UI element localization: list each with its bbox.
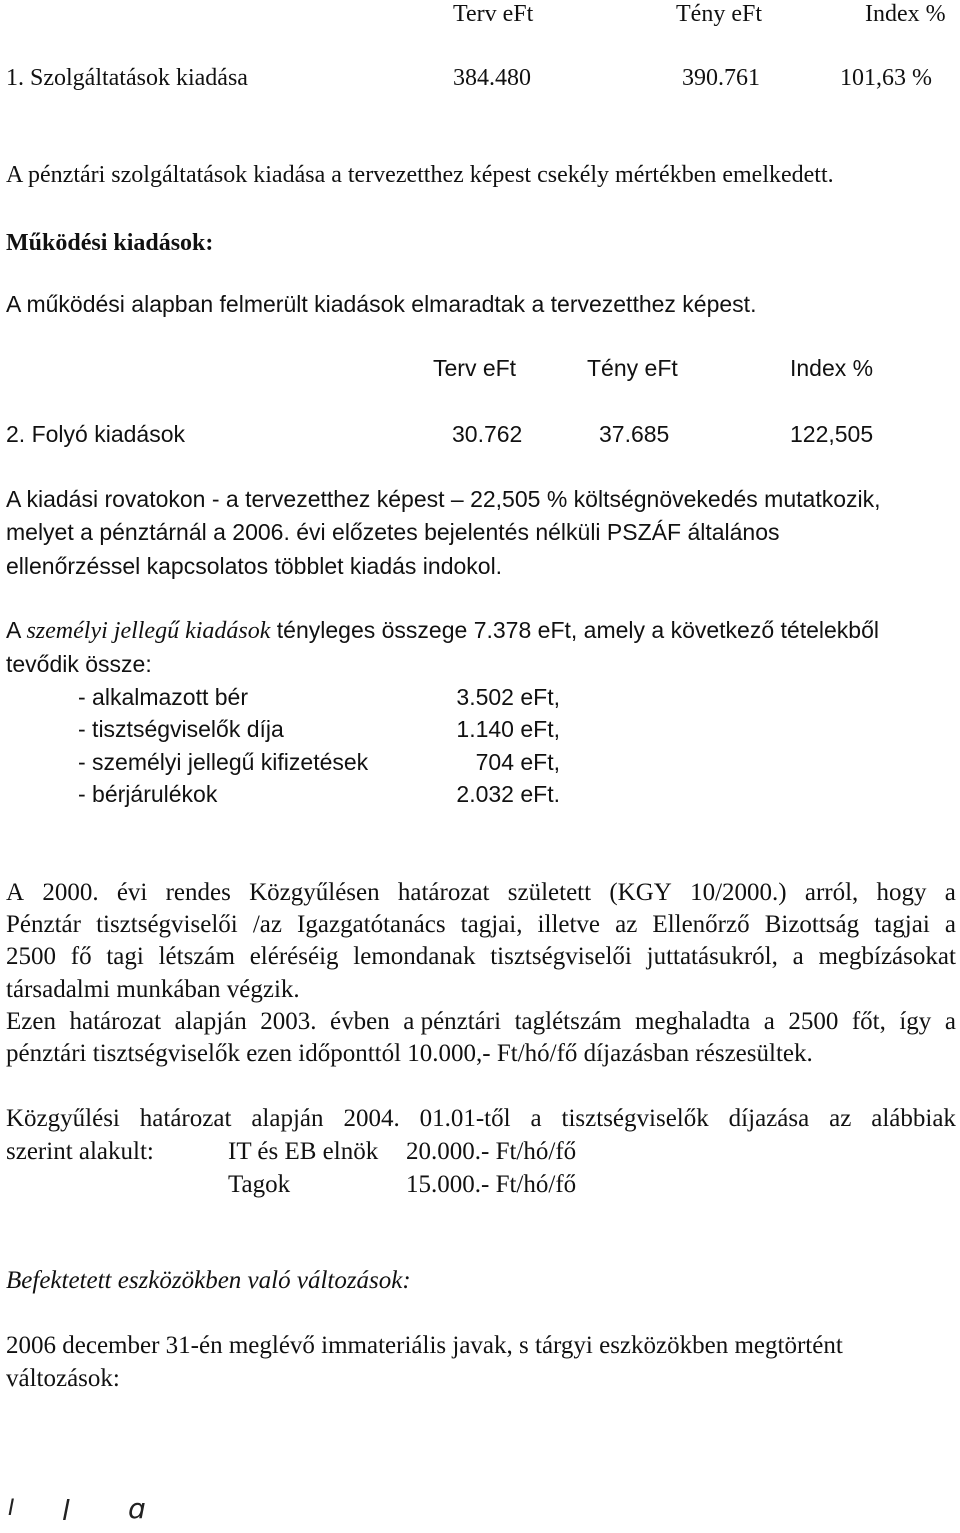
paragraph-szemelyi-italic: személyi jellegű kiadások xyxy=(26,618,271,644)
paragraph-kiadasi-line-3: ellenőrzéssel kapcsolatos többlet kiadás indokol. xyxy=(6,553,503,579)
table1-header-teny: Tény eFt xyxy=(676,1,762,27)
item-label: - tisztségviselők díja xyxy=(78,716,284,742)
fee-amount: 20.000.- Ft/hó/fő xyxy=(406,1138,577,1165)
handwritten-initial: l xyxy=(62,1494,70,1527)
word: 2000. xyxy=(42,879,99,906)
table2-header-terv: Terv eFt xyxy=(433,355,517,381)
item-label: - bérjárulékok xyxy=(78,781,218,807)
item-value: 3.502 eFt, xyxy=(456,684,560,710)
word: hogy xyxy=(876,879,927,906)
paragraph-2006-line-1: 2006 december 31-én meglévő immateriális javak, s tárgyi eszközökben megtörtént xyxy=(6,1332,843,1359)
word: juttatásukról, xyxy=(646,943,778,970)
word: 01.01-től xyxy=(419,1105,511,1132)
table2-row-label: 2. Folyó kiadások xyxy=(6,421,185,447)
word: tisztségviselői xyxy=(490,943,632,970)
paragraph-kozgyules-line-2 xyxy=(6,912,956,937)
word: a xyxy=(530,1105,542,1132)
table2-row-terv: 30.762 xyxy=(452,421,523,447)
paragraph-szemelyi-line-2: tevődik össze: xyxy=(6,651,152,677)
paragraph-mukodesi: A működési alapban felmerült kiadások elmaradtak a tervezetthez képest. xyxy=(6,291,757,317)
paragraph-kozgyules-line-4: társadalmi munkában végzik. xyxy=(6,976,300,1003)
word: határozat xyxy=(139,1105,232,1132)
paragraph-2003-line-1 xyxy=(6,1009,956,1034)
word: tagjai xyxy=(874,911,930,938)
table1-row-index: 101,63 % xyxy=(840,65,932,91)
word: az xyxy=(829,1105,852,1132)
paragraph-kiadasi-line-2: melyet a pénztárnál a 2006. évi előzetes bejelentés nélküli PSZÁF általános xyxy=(6,519,780,545)
word: így xyxy=(899,1008,932,1035)
table1-header-terv: Terv eFt xyxy=(453,1,534,27)
word: Közgyűlésen xyxy=(249,879,380,906)
paragraph-szemelyi-suffix: tényleges összege 7.378 eFt, amely a következő tételekből xyxy=(270,617,879,643)
word: 2003. xyxy=(260,1008,317,1035)
item-label: - személyi jellegű kifizetések xyxy=(78,749,369,775)
word: /az xyxy=(252,911,282,938)
word: a xyxy=(792,943,804,970)
word: tisztségviselők xyxy=(561,1105,709,1132)
paragraph-2004-prefix: szerint alakult: xyxy=(6,1138,154,1165)
word: határozat xyxy=(69,1008,162,1035)
handwritten-initial: ɑ xyxy=(128,1492,146,1525)
word: született xyxy=(507,879,592,906)
item-value: 2.032 eFt. xyxy=(456,781,560,807)
paragraph-kozgyules-line-3 xyxy=(6,944,956,969)
word: 2004. xyxy=(343,1105,400,1132)
paragraph-szemelyi xyxy=(6,619,879,643)
handwritten-initial: I xyxy=(8,1496,15,1521)
word: a xyxy=(944,1008,956,1035)
word: alapján xyxy=(174,1008,247,1035)
word: A xyxy=(6,879,25,906)
word: 2500 xyxy=(6,943,56,970)
word: létszám xyxy=(158,943,235,970)
word: a xyxy=(763,1008,775,1035)
paragraph-kiadasi-line-1: A kiadási rovatokon - a tervezetthez képest – 22,505 % költségnövekedés mutatkozik, xyxy=(6,486,881,512)
item-label: - alkalmazott bér xyxy=(78,684,249,710)
word: arról, xyxy=(804,879,859,906)
word: a pénztári xyxy=(403,1008,502,1035)
paragraph-2003-line-2: pénztári tisztségviselők ezen időponttól 10.000,- Ft/hó/fő díjazásban részesültek. xyxy=(6,1040,813,1067)
word: Pénztár xyxy=(6,911,81,938)
word: díjazása xyxy=(728,1105,810,1132)
word: határozat xyxy=(397,879,490,906)
word: Ezen xyxy=(6,1008,56,1035)
word: évi xyxy=(116,879,148,906)
word: főt, xyxy=(851,1008,886,1035)
word: eléréséig xyxy=(249,943,339,970)
word: alábbiak xyxy=(871,1105,956,1132)
fee-amount: 15.000.- Ft/hó/fő xyxy=(406,1171,577,1198)
word: rendes xyxy=(165,879,231,906)
word: Igazgatótanács xyxy=(297,911,446,938)
heading-mukodesi-kiadasok: Működési kiadások: xyxy=(6,230,214,256)
word: Közgyűlési xyxy=(6,1105,120,1132)
table2-row-teny: 37.685 xyxy=(599,421,670,447)
word: az xyxy=(615,911,638,938)
table2-header-teny: Tény eFt xyxy=(587,355,678,381)
fee-role: IT és EB elnök xyxy=(228,1138,379,1165)
heading-befektetett-eszkozok: Befektetett eszközökben való változások: xyxy=(6,1267,411,1294)
word: Ellenőrző xyxy=(652,911,750,938)
word: tisztségviselői xyxy=(96,911,238,938)
word: évben xyxy=(330,1008,390,1035)
word: 2500 xyxy=(788,1008,839,1035)
word: illetve xyxy=(537,911,601,938)
table2-row-index: 122,505 xyxy=(790,421,874,447)
word: megbízásokat xyxy=(818,943,956,970)
word: meghaladta xyxy=(634,1008,751,1035)
word: a xyxy=(944,879,956,906)
table2-header-index: Index % xyxy=(790,355,874,381)
paragraph-kozgyules-line-1 xyxy=(6,880,956,905)
word: alapján xyxy=(251,1105,324,1132)
table1-row-teny: 390.761 xyxy=(682,65,760,91)
word: taglétszám xyxy=(514,1008,622,1035)
item-value: 704 eFt, xyxy=(475,749,560,775)
paragraph-2006-line-2: változások: xyxy=(6,1365,120,1392)
word: (KGY xyxy=(609,879,672,906)
table1-row-label: 1. Szolgáltatások kiadása xyxy=(6,65,248,91)
paragraph-szemelyi-prefix: A xyxy=(6,617,27,643)
word: tagjai, xyxy=(460,911,523,938)
paragraph-szolgaltatasok: A pénztári szolgáltatások kiadása a tervezetthez képest csekély mértékben emelkedett. xyxy=(6,162,834,188)
word: Bizottság xyxy=(764,911,860,938)
word: 10/2000.) xyxy=(690,879,787,906)
item-value: 1.140 eFt, xyxy=(456,716,560,742)
table1-row-terv: 384.480 xyxy=(453,65,531,91)
paragraph-2004-line-1 xyxy=(6,1106,956,1131)
word: lemondanak xyxy=(353,943,476,970)
fee-role: Tagok xyxy=(228,1171,291,1198)
word: a xyxy=(944,911,956,938)
word: tagi xyxy=(106,943,144,970)
table1-header-index: Index % xyxy=(865,1,946,27)
word: fő xyxy=(70,943,92,970)
